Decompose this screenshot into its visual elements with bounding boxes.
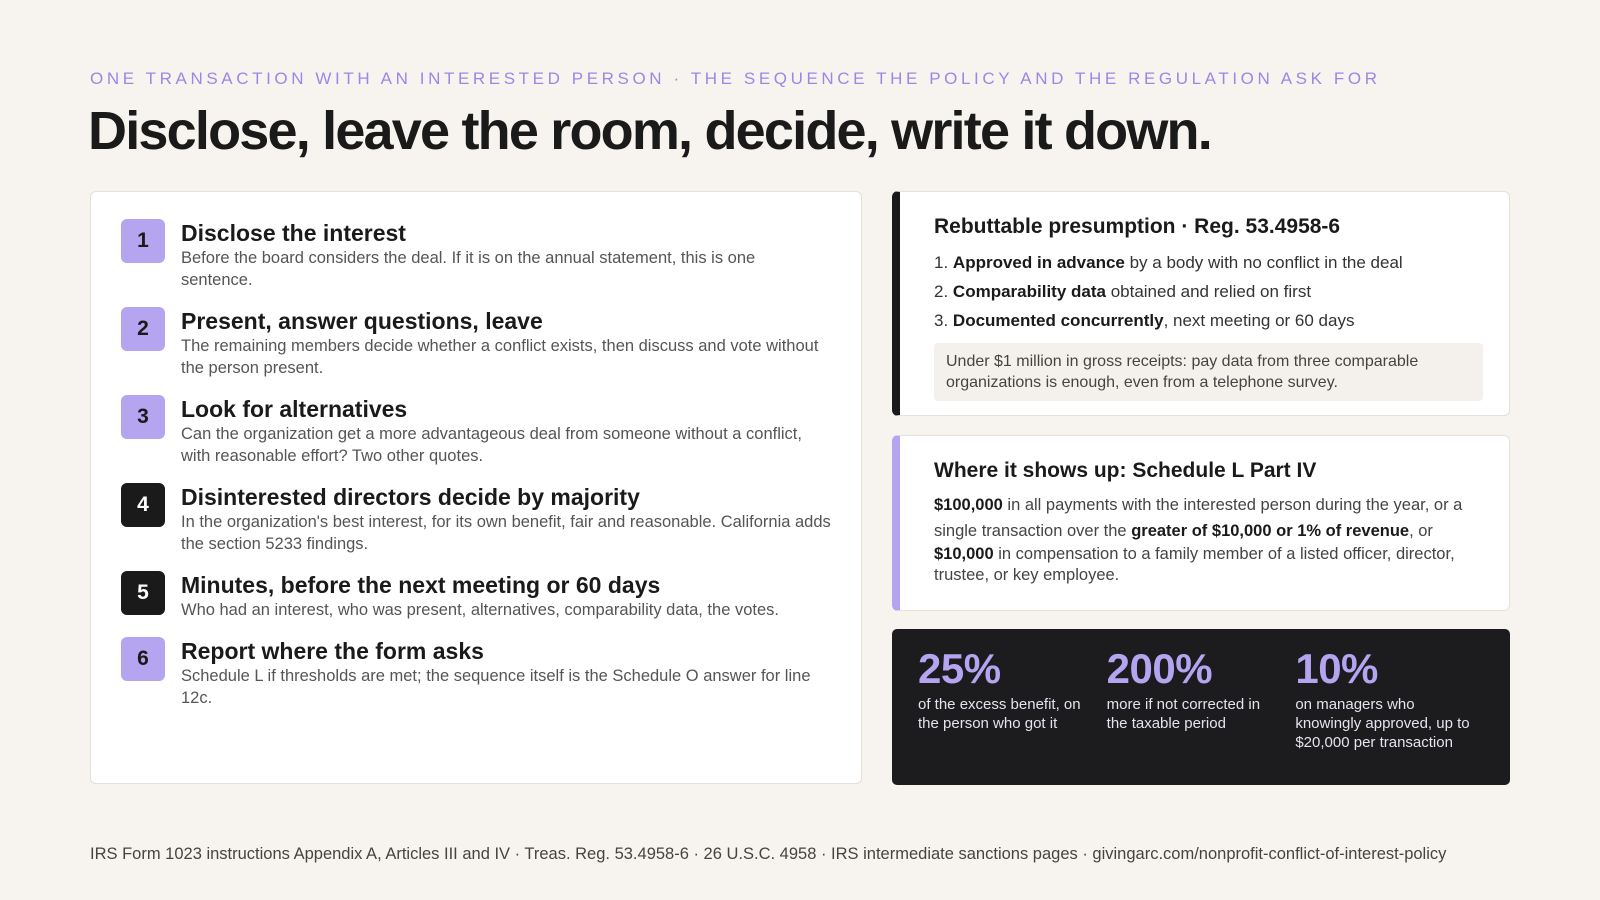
penalty-stats (892, 629, 1510, 785)
stat-value: 25% (918, 645, 1001, 692)
step-2 (121, 307, 831, 379)
stat-value: 10% (1295, 645, 1378, 692)
step-6 (121, 637, 831, 709)
presumption-item: 3. Documented concurrently, next meeting or 60 days (934, 311, 1355, 330)
step-title: Report where the form asks (181, 638, 484, 664)
steps-card (90, 191, 862, 784)
stat-label: on managers who knowingly approved, up to $20,000 per transaction (1295, 696, 1470, 751)
presumption-list (934, 248, 1483, 335)
step-title: Disinterested directors decide by majority (181, 484, 640, 510)
step-description: Before the board considers the deal. If it is on the annual statement, this is one sentence. (181, 249, 756, 289)
stat-managers (1295, 643, 1484, 785)
step-title: Disclose the interest (181, 220, 406, 246)
step-4 (121, 483, 831, 555)
step-number: 5 (121, 571, 165, 615)
stat-label: more if not corrected in the taxable period (1106, 696, 1261, 732)
sources-footer: IRS Form 1023 instructions Appendix A, Articles III and IV · Treas. Reg. 53.4958-6 · 26 U.S.C. 4958 · IRS intermediate sanctions pages · givingarc.com/nonprofit-conflict-of-interest-policy (90, 845, 1447, 863)
stat-excess-benefit (918, 643, 1107, 785)
step-description: The remaining members decide whether a conflict exists, then discuss and vote without the person present. (181, 337, 819, 377)
step-1 (121, 219, 831, 291)
step-number: 4 (121, 483, 165, 527)
step-title: Minutes, before the next meeting or 60 days (181, 572, 661, 598)
step-description: Who had an interest, who was present, alternatives, comparability data, the votes. (181, 601, 779, 619)
step-number: 3 (121, 395, 165, 439)
presumption-item: 2. Comparability data obtained and relied on first (934, 282, 1312, 301)
stat-not-corrected (1107, 643, 1296, 785)
step-3 (121, 395, 831, 467)
step-5 (121, 571, 831, 621)
step-title: Present, answer questions, leave (181, 308, 543, 334)
step-number: 6 (121, 637, 165, 681)
page-title: Disclose, leave the room, decide, write it down. (88, 101, 1211, 161)
presumption-title: Rebuttable presumption · Reg. 53.4958-6 (934, 215, 1341, 238)
schedule-text: $100,000 in all payments with the interested person during the year, or a single transaction over the greater of $10,000 or 1% of revenue, or $10,000 in compensation to a family member of a listed officer, director, trustee, or key employee. (934, 496, 1463, 584)
step-number: 1 (121, 219, 165, 263)
step-description: Can the organization get a more advantageous deal from someone without a conflict, with reasonable effort? Two other quotes. (181, 425, 802, 465)
eyebrow: ONE TRANSACTION WITH AN INTERESTED PERSON · THE SEQUENCE THE POLICY AND THE REGULATION ASK FOR (90, 69, 1381, 88)
stat-value: 200% (1106, 645, 1213, 692)
schedule-title: Where it shows up: Schedule L Part IV (934, 459, 1317, 482)
stat-label: of the excess benefit, on the person who got it (918, 696, 1081, 732)
presumption-card (892, 191, 1510, 416)
step-title: Look for alternatives (181, 396, 408, 422)
step-description: Schedule L if thresholds are met; the sequence itself is the Schedule O answer for line 12c. (181, 667, 811, 707)
step-description: In the organization's best interest, for its own benefit, fair and reasonable. California adds the section 5233 findings. (181, 513, 831, 553)
presumption-note: Under $1 million in gross receipts: pay data from three comparable organizations is enough, even from a telephone survey. (934, 343, 1483, 401)
presumption-item: 1. Approved in advance by a body with no conflict in the deal (934, 253, 1403, 272)
step-number: 2 (121, 307, 165, 351)
schedule-card (892, 435, 1510, 611)
